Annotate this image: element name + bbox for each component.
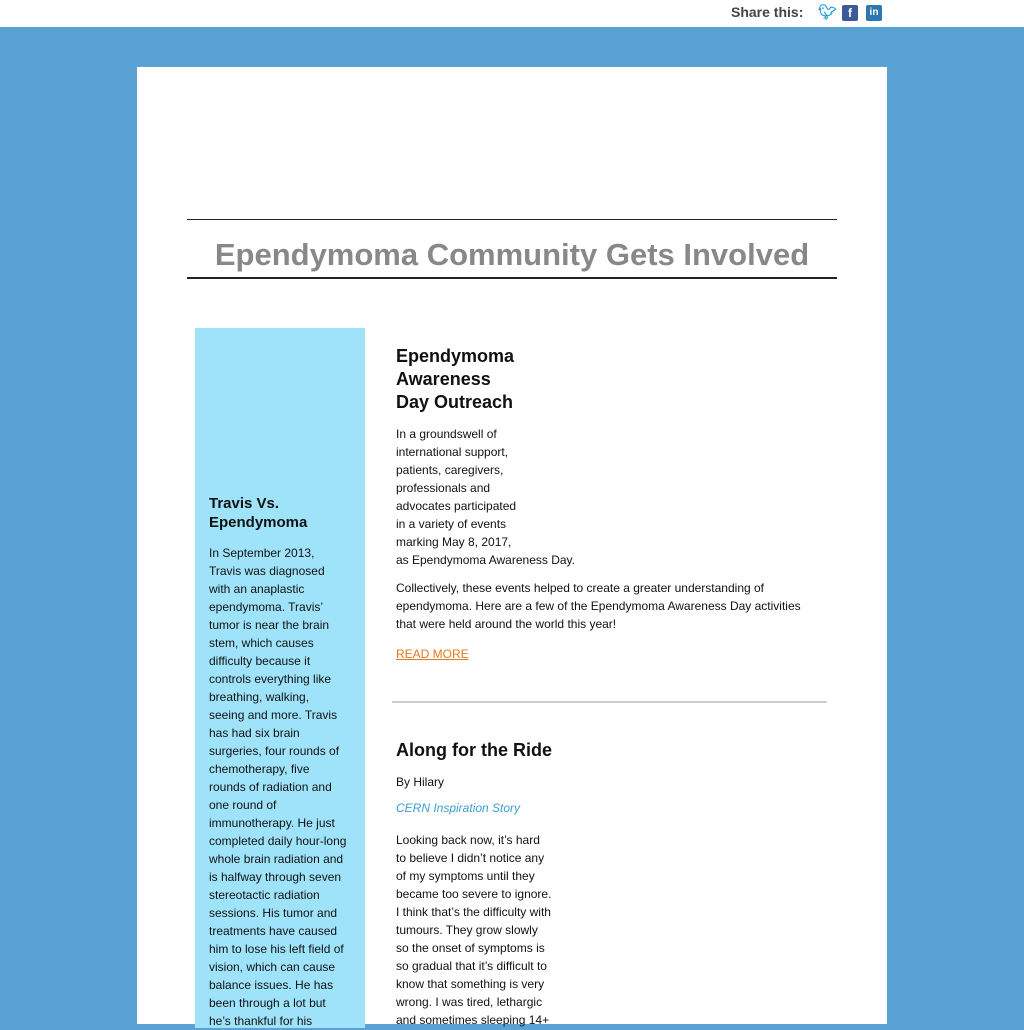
text-line: professionals and bbox=[396, 481, 491, 495]
text-line: immunotherapy. He just bbox=[209, 816, 335, 830]
text-line: ependymoma. Travis’ bbox=[209, 600, 324, 614]
sidebar-body bbox=[209, 544, 346, 1030]
text-line: been through a lot but bbox=[209, 996, 326, 1010]
facebook-icon[interactable]: f bbox=[842, 5, 858, 21]
divider bbox=[392, 701, 827, 703]
sidebar-title bbox=[209, 494, 307, 532]
text-line: in a variety of events bbox=[396, 517, 507, 531]
text-line: seeing and more. Travis bbox=[209, 708, 338, 722]
text-line: balance issues. He has bbox=[209, 978, 334, 992]
text-line: whole brain radiation and bbox=[209, 852, 344, 866]
text-line: completed daily hour-long bbox=[209, 834, 347, 848]
text-line: Travis Vs. bbox=[209, 495, 280, 512]
text-line: one round of bbox=[209, 798, 277, 812]
newsletter-card bbox=[137, 67, 887, 1028]
text-line: surgeries, four rounds of bbox=[209, 744, 340, 758]
text-line: of my symptoms until they bbox=[396, 869, 535, 883]
text-line: In a groundswell of bbox=[396, 427, 497, 441]
text-line: has had six brain bbox=[209, 726, 300, 740]
text-line: wrong. I was tired, lethargic bbox=[396, 995, 543, 1009]
text-line: Day Outreach bbox=[396, 392, 514, 412]
text-line: is halfway through seven bbox=[209, 870, 342, 884]
twitter-icon[interactable]: 🐦︎ bbox=[818, 4, 838, 21]
byline: By Hilary bbox=[396, 775, 445, 789]
text-line: as Ependymoma Awareness Day. bbox=[396, 553, 575, 567]
article-paragraph bbox=[396, 831, 551, 1029]
linkedin-icon[interactable]: in bbox=[866, 5, 882, 21]
text-line: that were held around the world this year! bbox=[396, 617, 617, 631]
text-line: international support, bbox=[396, 445, 509, 459]
article-title bbox=[396, 345, 514, 414]
text-line: know that something is very bbox=[396, 977, 545, 991]
category-link[interactable]: CERN Inspiration Story bbox=[396, 801, 521, 815]
text-line: stem, which causes bbox=[209, 636, 314, 650]
text-line: Ependymoma bbox=[396, 346, 515, 366]
divider bbox=[187, 277, 837, 279]
text-line: Ependymoma bbox=[209, 514, 308, 531]
text-line: with an anaplastic bbox=[209, 582, 305, 596]
text-line: chemotherapy, five bbox=[209, 762, 310, 776]
text-line: Looking back now, it’s hard bbox=[396, 833, 540, 847]
read-more-link[interactable]: READ MORE bbox=[396, 647, 469, 661]
text-line: Travis was diagnosed bbox=[209, 564, 325, 578]
text-line: In September 2013, bbox=[209, 546, 315, 560]
divider bbox=[187, 219, 837, 220]
text-line: stereotactic radiation bbox=[209, 888, 320, 902]
sidebar-story bbox=[195, 328, 365, 1028]
article-paragraph bbox=[396, 425, 575, 569]
text-line: vision, which can cause bbox=[209, 960, 336, 974]
text-line: tumours. They grow slowly bbox=[396, 923, 538, 937]
text-line: treatments have caused bbox=[209, 924, 338, 938]
text-line: to believe I didn’t notice any bbox=[396, 851, 545, 865]
text-line: Collectively, these events helped to create a greater understanding of bbox=[396, 581, 765, 595]
text-line: breathing, walking, bbox=[209, 690, 310, 704]
text-line: Awareness bbox=[396, 369, 491, 389]
text-line: controls everything like bbox=[209, 672, 332, 686]
share-label: Share this: bbox=[731, 4, 804, 20]
text-line: him to lose his left field of bbox=[209, 942, 344, 956]
text-line: marking May 8, 2017, bbox=[396, 535, 512, 549]
text-line: and sometimes sleeping 14+ bbox=[396, 1013, 550, 1027]
article-paragraph bbox=[396, 579, 801, 633]
text-line: I think that’s the difficulty with bbox=[396, 905, 551, 919]
text-line: so the onset of symptoms is bbox=[396, 941, 545, 955]
article-title: Along for the Ride bbox=[396, 740, 552, 760]
text-line: so gradual that it’s difficult to bbox=[396, 959, 547, 973]
text-line: patients, caregivers, bbox=[396, 463, 504, 477]
text-line: rounds of radiation and bbox=[209, 780, 332, 794]
text-line: ependymoma. Here are a few of the Ependymoma Awareness Day activities bbox=[396, 599, 801, 613]
text-line: he’s thankful for his bbox=[209, 1014, 313, 1028]
text-line: became too severe to ignore. bbox=[396, 887, 552, 901]
page-title: Ependymoma Community Gets Involved bbox=[214, 237, 810, 272]
text-line: sessions. His tumor and bbox=[209, 906, 338, 920]
text-line: tumor is near the brain bbox=[209, 618, 330, 632]
text-line: advocates participated bbox=[396, 499, 517, 513]
share-bar bbox=[0, 0, 1024, 27]
text-line: difficulty because it bbox=[209, 654, 311, 668]
